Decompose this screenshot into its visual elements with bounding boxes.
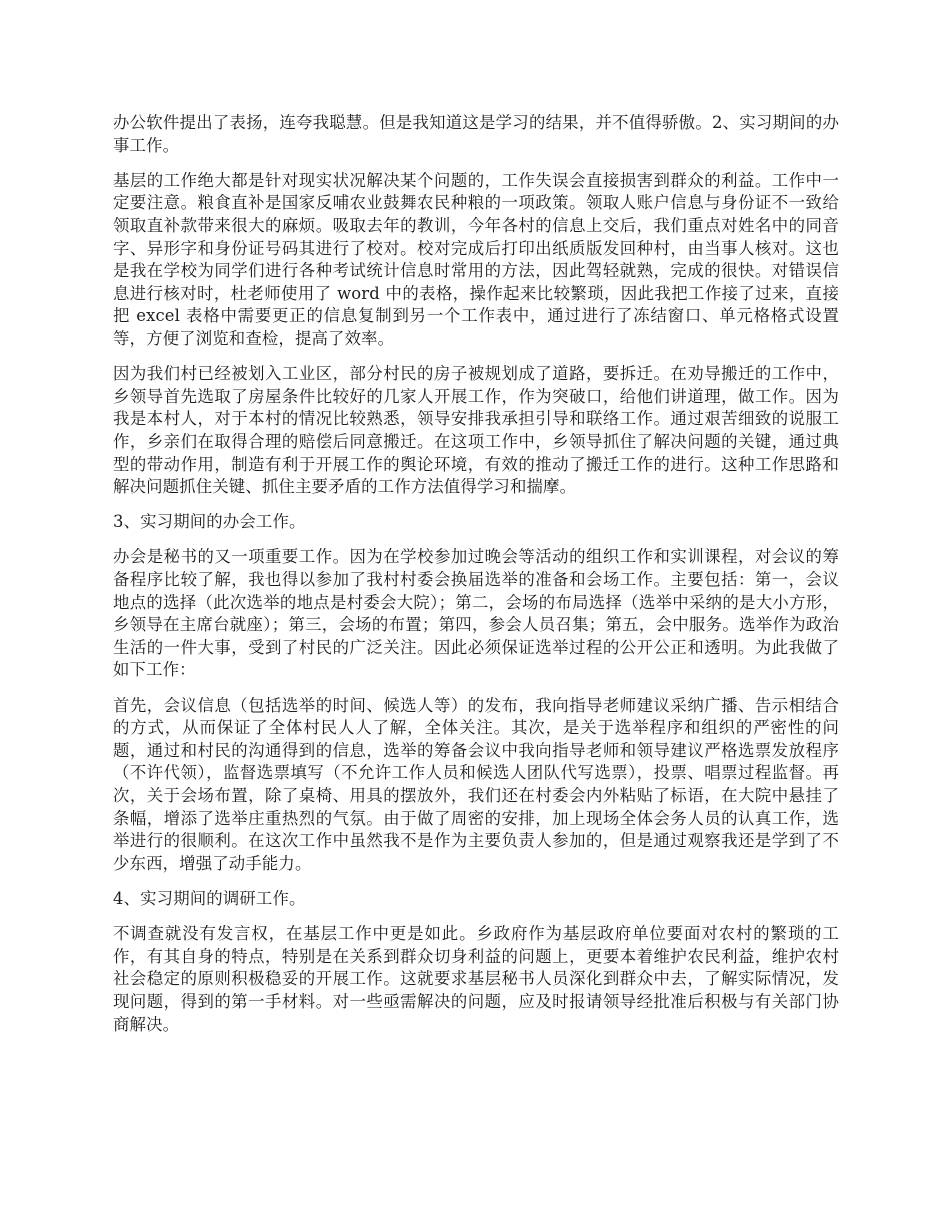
section-heading-meeting-work: 3、实习期间的办会工作。	[113, 512, 306, 532]
document-page	[113, 112, 839, 1049]
paragraph-grain-subsidy: 基层的工作绝大都是针对现实状况解决某个问题的，工作失误会直接损害到群众的利益。工作中一定要注意。粮食直补是国家反哺农业鼓舞农民种粮的一项政策。领取人账户信息与身份证不一致给领取直补款带来很大的麻烦。吸取去年的教训，今年各村的信息上交后，我们重点对姓名中的同音字、异形字和身份证号码其进行了校对。校对完成后打印出纸质版发回种村，由当事人核对。这也是我在学校为同学们进行各种考试统计信息时常用的方法，因此驾轻就熟，完成的很快。对错误信息进行核对时，杜老师使用了 word 中的表格，操作起来比较繁琐，因此我把工作接了过来，直接把 excel 表格中需要更正的信息复制到另一个工作表中，通过进行了冻结窗口、单元格格式设置等，方便了浏览和查检，提高了效率。	[113, 170, 839, 348]
paragraph-relocation: 因为我们村已经被划入工业区，部分村民的房子被规划成了道路，要拆迁。在劝导搬迁的工作中，乡领导首先选取了房屋条件比较好的几家人开展工作，作为突破口，给他们讲道理，做工作。因为我是本村人，对于本村的情况比较熟悉，领导安排我承担引导和联络工作。通过艰苦细致的说服工作，乡亲们在取得合理的赔偿后同意搬迁。在这项工作中，乡领导抓住了解决问题的关键，通过典型的带动作用，制造有利于开展工作的舆论环境，有效的推动了搬迁工作的进行。这种工作思路和解决问题抓住关键、抓住主要矛盾的工作方法值得学习和揣摩。	[113, 364, 839, 497]
paragraph-meeting-preparation: 办会是秘书的又一项重要工作。因为在学校参加过晚会等活动的组织工作和实训课程，对会议的筹备程序比较了解，我也得以参加了我村村委会换届选举的准备和会场工作。主要包括：第一，会议地点的选择（此次选举的地点是村委会大院）；第二，会场的布局选择（选举中采纳的是大小方形，乡领导在主席台就座）；第三，会场的布置；第四，参会人员召集；第五，会中服务。选举作为政治生活的一件大事，受到了村民的广泛关注。因此必须保证选举过程的公开公正和透明。为此我做了如下工作：	[113, 547, 839, 680]
paragraph-praise-and-heading-2: 办公软件提出了表扬，连夸我聪慧。但是我知道这是学习的结果，并不值得骄傲。2、实习期间的办事工作。	[113, 113, 839, 155]
section-heading-research-work: 4、实习期间的调研工作。	[113, 888, 306, 908]
paragraph-research: 不调查就没有发言权，在基层工作中更是如此。乡政府作为基层政府单位要面对农村的繁琐的工作，有其自身的特点，特别是在关系到群众切身利益的问题上，更要本着维护农民利益，维护农村社会稳定的原则积极稳妥的开展工作。这就要求基层秘书人员深化到群众中去，了解实际情况，发现问题，得到的第一手材料。对一些亟需解决的问题，应及时报请领导经批准后积极与有关部门协商解决。	[113, 924, 839, 1034]
paragraph-election-measures: 首先，会议信息（包括选举的时间、候选人等）的发布，我向指导老师建议采纳广播、告示相结合的方式，从而保证了全体村民人人了解，全体关注。其次，是关于选举程序和组织的严密性的问题，通过和村民的沟通得到的信息，选举的筹备会议中我向指导老师和领导建议严格选票发放程序（不许代领），监督选票填写（不允许工作人员和候选人团队代写选票），投票、唱票过程监督。再次，关于会场布置，除了桌椅、用具的摆放外，我们还在村委会内外粘贴了标语，在大院中悬挂了条幅，增添了选举庄重热烈的气氛。由于做了周密的安排，加上现场全体会务人员的认真工作，选举进行的很顺利。在这次工作中虽然我不是作为主要负责人参加的，但是通过观察我还是学到了不少东西，增强了动手能力。	[113, 695, 839, 873]
